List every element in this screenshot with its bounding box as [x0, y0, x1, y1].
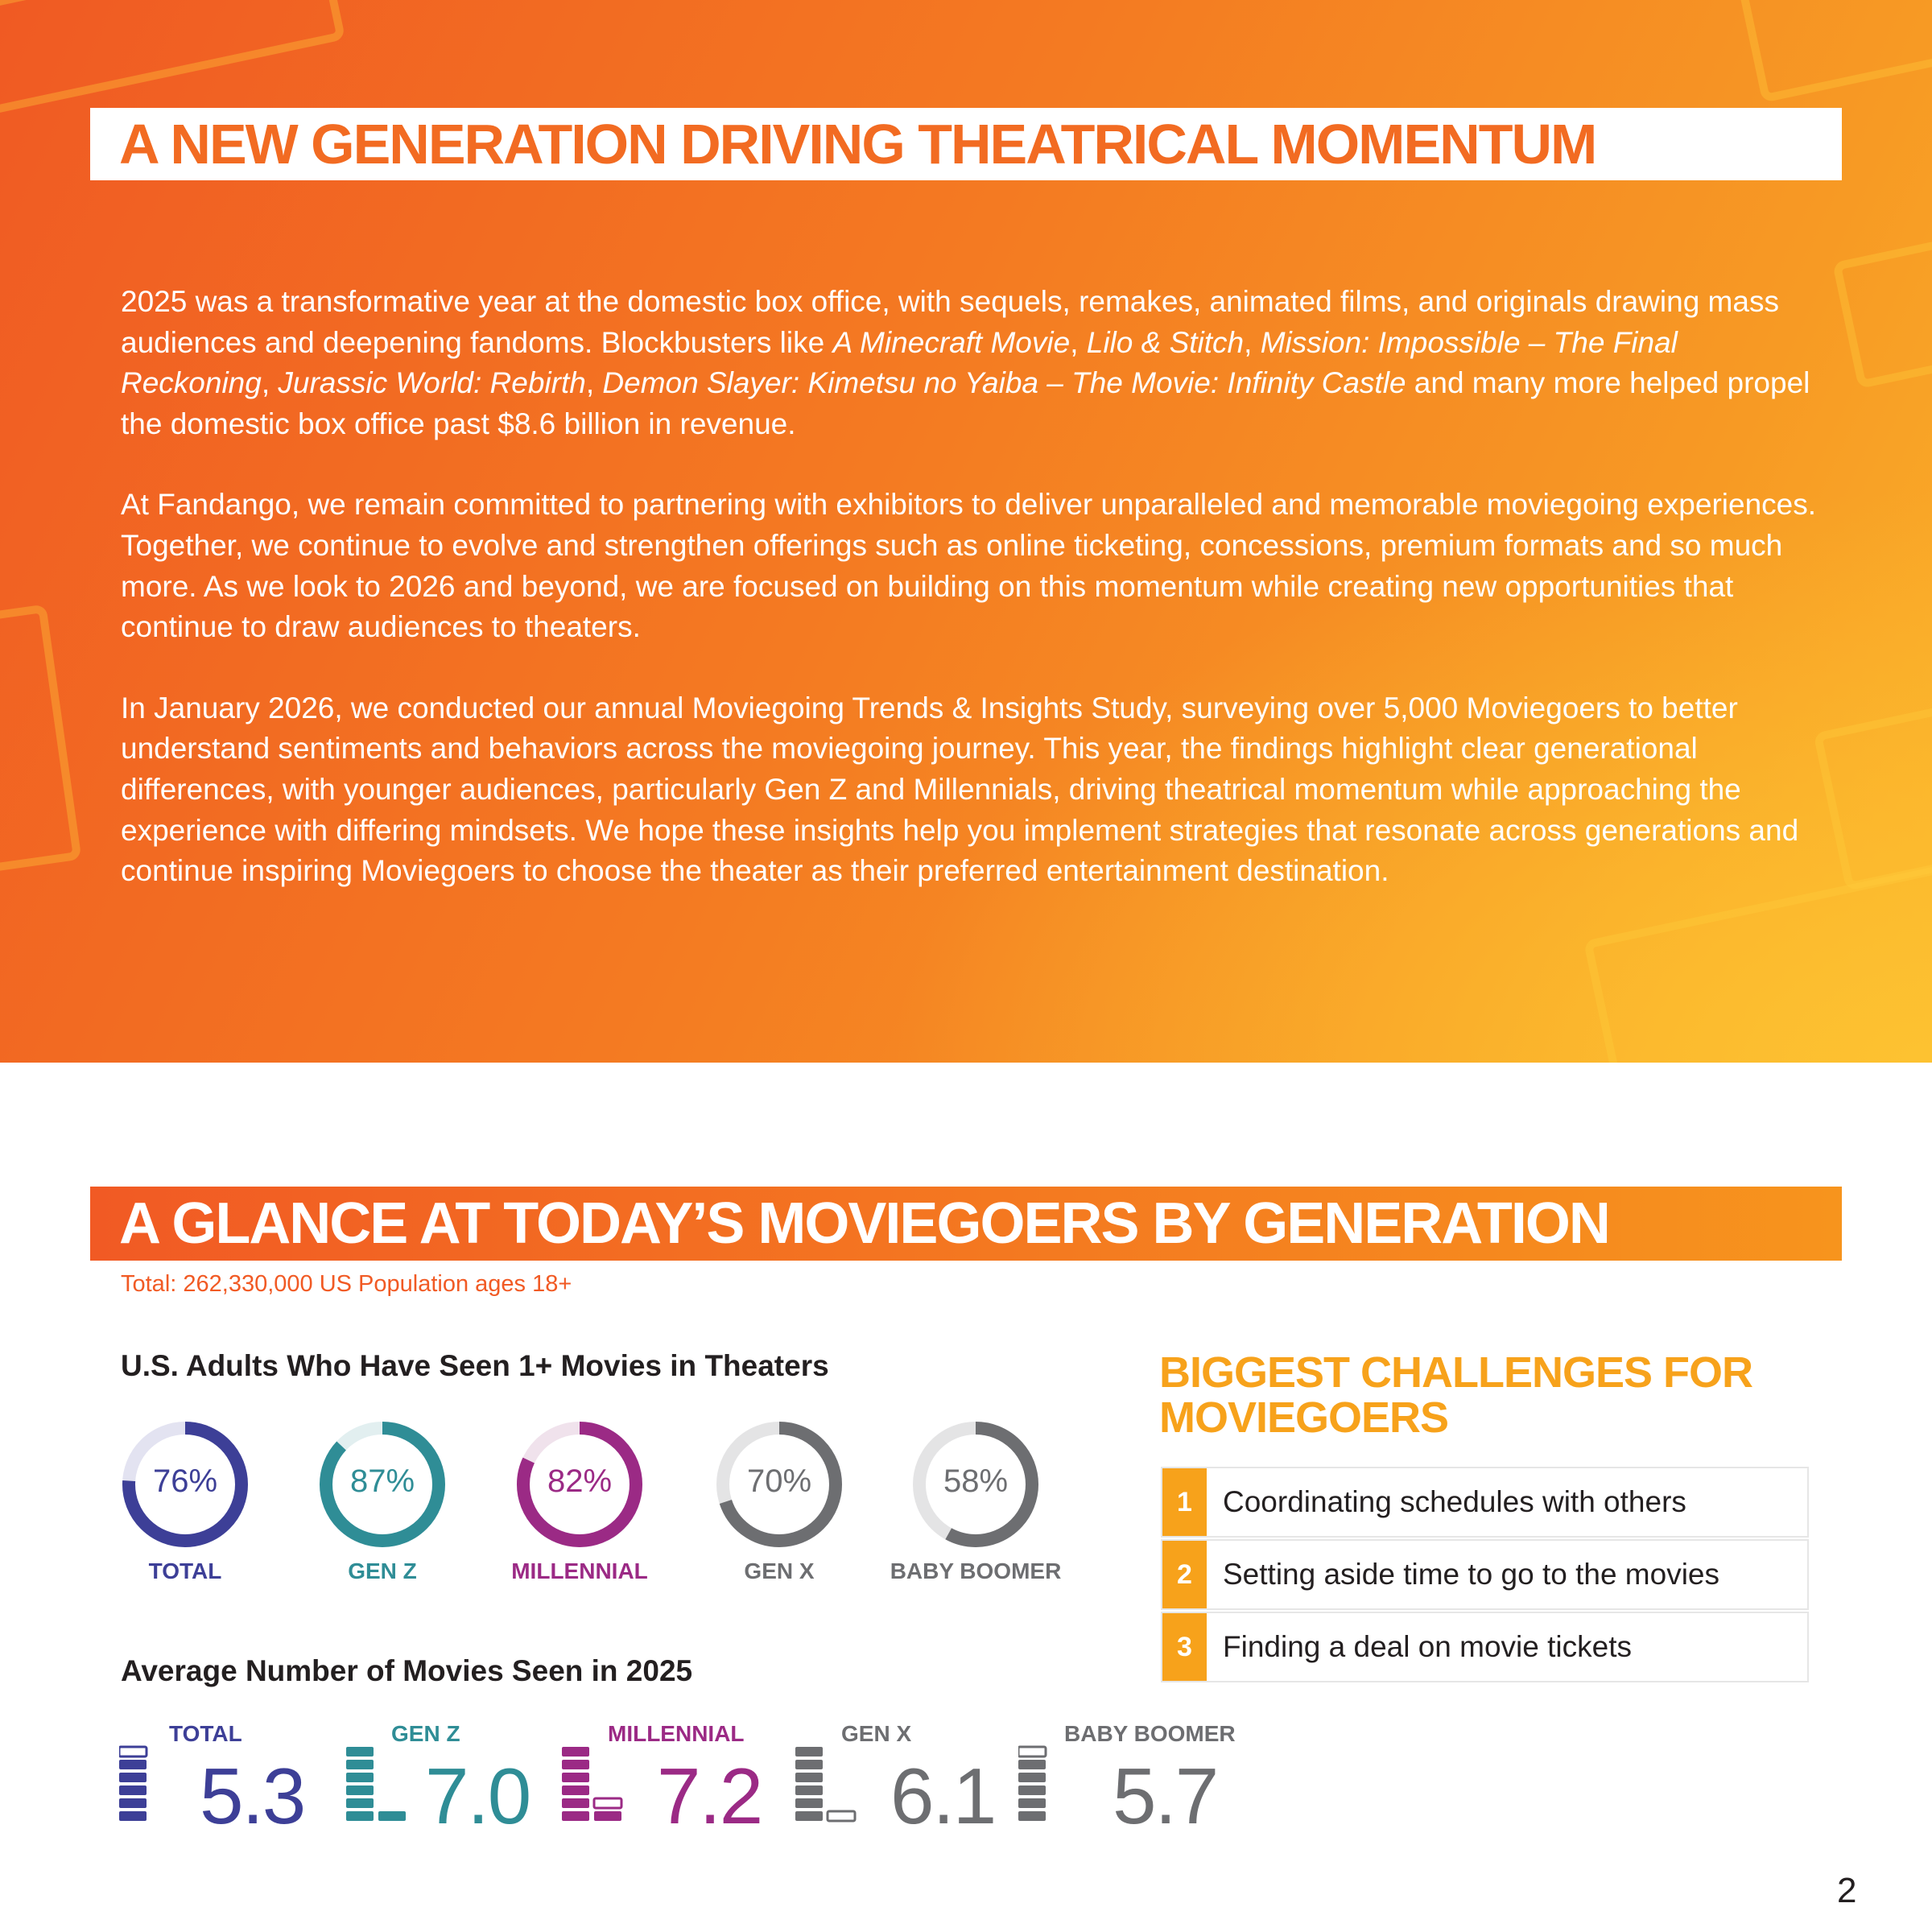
population-subtitle: Total: 262,330,000 US Population ages 18+	[121, 1271, 572, 1297]
text-run: 2025 was a transformative year at the domestic box office, with sequels, remakes, animated films, and originals drawing mass audiences and deepening fandoms. Blockbusters like	[121, 285, 1779, 359]
ticket-decoration	[0, 604, 81, 877]
intro-paragraph-3: In January 2026, we conducted our annual Moviegoing Trends & Insights Study, surveying over 5,000 Moviegoers to better understand sentiments and behaviors across the moviegoing journey. This year, the findings highlight clear generational differences, with younger audiences, particularly Gen Z and Millennials, driving theatrical momentum while approaching the experience with differing mindsets. We hope these insights help you implement strategies that resonate across generations and continue inspiring Moviegoers to choose the theater as their preferred entertainment destination.	[121, 691, 1799, 888]
ticket-icon	[795, 1747, 823, 1757]
ticket-icon	[346, 1811, 374, 1821]
donut-caption: BABY BOOMER	[890, 1558, 1062, 1583]
challenges-title: BIGGEST CHALLENGES FOR MOVIEGOERS	[1159, 1348, 1753, 1442]
ticket-icon	[346, 1785, 374, 1795]
avg-value: 6.1	[890, 1752, 996, 1840]
donut-value: 87%	[349, 1463, 415, 1499]
film-title: Mission: Impossible – The Final Reckoning	[121, 325, 1678, 400]
ticket-icon	[346, 1773, 374, 1782]
section-banner	[90, 1187, 1842, 1261]
donut-caption: MILLENNIAL	[511, 1558, 648, 1583]
ticket-icon	[562, 1773, 589, 1782]
intro-paragraph-1	[121, 282, 1819, 444]
ticket-icon	[1018, 1773, 1046, 1782]
film-title: Jurassic World: Rebirth	[278, 366, 586, 400]
ticket-icon	[1018, 1811, 1046, 1821]
challenge-row	[1161, 1612, 1809, 1682]
donut-value: 70%	[746, 1463, 812, 1499]
avg-value: 7.0	[425, 1752, 530, 1840]
challenge-rank: 2	[1162, 1541, 1207, 1608]
ticket-icon	[119, 1760, 147, 1769]
challenge-text: Finding a deal on movie tickets	[1223, 1630, 1632, 1663]
ticket-icon	[119, 1773, 147, 1782]
ticket-icon	[562, 1760, 589, 1769]
ticket-icon	[795, 1785, 823, 1795]
ticket-decoration	[1813, 687, 1932, 891]
ticket-icon	[1018, 1798, 1046, 1808]
ticket-icon	[795, 1798, 823, 1808]
donut-caption: GEN X	[744, 1558, 815, 1583]
ticket-decoration	[0, 0, 345, 119]
text-run: and many more helped propel the domestic box office past $8.6 billion in revenue.	[121, 366, 1810, 440]
avg-value: 5.3	[200, 1752, 305, 1840]
ticket-icon	[119, 1747, 147, 1757]
ticket-icon	[1018, 1760, 1046, 1769]
film-title: Demon Slayer: Kimetsu no Yaiba – The Movie: Infinity Castle	[602, 366, 1406, 400]
avg-label: GEN X	[841, 1721, 912, 1746]
seen-chart-title: U.S. Adults Who Have Seen 1+ Movies in Theaters	[121, 1349, 829, 1382]
challenge-row	[1161, 1467, 1809, 1538]
ticket-icon	[1018, 1785, 1046, 1795]
challenge-rank: 1	[1162, 1468, 1207, 1536]
donut-caption: TOTAL	[148, 1558, 222, 1583]
challenge-row	[1161, 1539, 1809, 1610]
donut-caption: GEN Z	[348, 1558, 417, 1583]
ticket-icon	[119, 1798, 147, 1808]
film-title: A Minecraft Movie	[832, 325, 1071, 359]
challenge-text: Coordinating schedules with others	[1223, 1485, 1686, 1518]
intro-text	[121, 282, 1819, 932]
ticket-icon	[119, 1811, 147, 1821]
ticket-icon	[346, 1760, 374, 1769]
ticket-icon	[795, 1760, 823, 1769]
avg-chart-title: Average Number of Movies Seen in 2025	[121, 1654, 693, 1687]
ticket-icon	[795, 1773, 823, 1782]
ticket-icon	[562, 1798, 589, 1808]
avg-label: BABY BOOMER	[1064, 1721, 1236, 1746]
film-title: Lilo & Stitch	[1086, 325, 1245, 359]
ticket-icon	[828, 1811, 855, 1821]
text-run: ,	[1070, 325, 1087, 359]
ticket-icon	[378, 1811, 406, 1821]
donut-value: 58%	[943, 1463, 1009, 1499]
ticket-decoration	[1832, 223, 1932, 389]
avg-label: GEN Z	[391, 1721, 460, 1746]
ticket-icon	[1018, 1747, 1046, 1757]
donut-value: 82%	[547, 1463, 613, 1499]
ticket-icon	[562, 1785, 589, 1795]
avg-label: TOTAL	[169, 1721, 242, 1746]
avg-value: 7.2	[657, 1752, 762, 1840]
text-run: ,	[261, 366, 279, 400]
ticket-icon	[594, 1811, 621, 1821]
page-number: 2	[1837, 1871, 1857, 1910]
ticket-icon	[795, 1811, 823, 1821]
ticket-decoration	[1738, 0, 1932, 103]
donut-value: 76%	[152, 1463, 218, 1499]
ticket-icon	[346, 1798, 374, 1808]
ticket-icon	[562, 1747, 589, 1757]
intro-paragraph-2: At Fandango, we remain committed to partnering with exhibitors to deliver unparalleled and memorable moviegoing experiences. Together, we continue to evolve and strengthen offerings such as online ticketing, concessions, premium formats and so much more. As we look to 2026 and beyond, we are focused on building on this momentum while creating new opportunities that continue to draw audiences to theaters.	[121, 488, 1817, 644]
avg-value: 5.7	[1113, 1752, 1218, 1840]
challenge-rank: 3	[1162, 1613, 1207, 1681]
avg-label: MILLENNIAL	[608, 1721, 745, 1746]
hero-title-box	[90, 108, 1842, 180]
page-title: A NEW GENERATION DRIVING THEATRICAL MOMENTUM	[119, 113, 1596, 175]
ticket-icon	[346, 1747, 374, 1757]
challenge-text: Setting aside time to go to the movies	[1223, 1558, 1720, 1591]
text-run: ,	[1244, 325, 1261, 359]
ticket-icon	[562, 1811, 589, 1821]
text-run: ,	[585, 366, 603, 400]
ticket-icon	[594, 1798, 621, 1808]
ticket-icon	[119, 1785, 147, 1795]
section-title: A GLANCE AT TODAY’S MOVIEGOERS BY GENERATION	[119, 1191, 1609, 1256]
